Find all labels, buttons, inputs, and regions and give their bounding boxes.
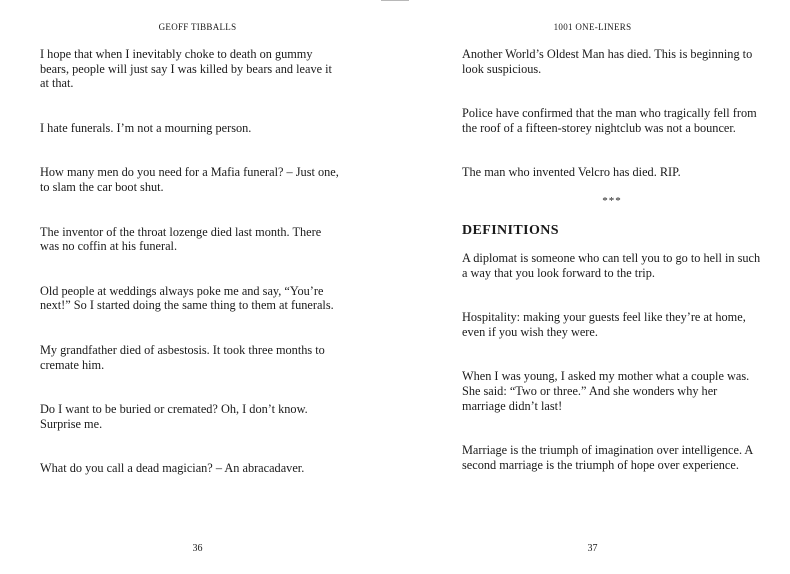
left-running-head: GEOFF TIBBALLS	[158, 22, 237, 32]
joke-item: My grandfather died of asbestosis. It took three months to cremate him.	[40, 342, 325, 372]
joke-item: Marriage is the triumph of imagination over intelligence. A second marriage is the triumph of hope over experience.	[462, 443, 753, 472]
left-jokes-list	[40, 47, 340, 506]
right-running-head: 1001 ONE-LINERS	[553, 22, 632, 32]
joke-item: Police have confirmed that the man who tragically fell from the roof of a fifteen-storey nightclub was not a bouncer.	[462, 106, 757, 135]
joke-item: I hope that when I inevitably choke to death on gummy bears, people will just say I was killed by bears and leave it at that.	[40, 47, 332, 91]
joke-item: When I was young, I asked my mother what a couple was. She said: “Two or three.” And she wonders why her marriage didn’t last!	[462, 369, 750, 413]
left-page-number: 36	[192, 543, 203, 554]
joke-item: The man who invented Velcro has died. RIP.	[462, 165, 681, 180]
joke-item: How many men do you need for a Mafia funeral? – Just one, to slam the car boot shut.	[40, 165, 339, 194]
joke-item: I hate funerals. I’m not a mourning person.	[40, 120, 252, 135]
joke-item: Do I want to be buried or cremated? Oh, I don’t know. Surprise me.	[40, 402, 308, 431]
joke-item: Hospitality: making your guests feel like they’re at home, even if you wish they were.	[462, 310, 746, 339]
right-page	[395, 0, 790, 574]
section-separator: ***	[602, 194, 622, 207]
section-heading: DEFINITIONS	[462, 222, 559, 238]
joke-item: What do you call a dead magician? – An abracadaver.	[40, 461, 305, 476]
joke-item: Another World’s Oldest Man has died. This is beginning to look suspicious.	[462, 47, 753, 76]
joke-item: A diplomat is someone who can tell you to go to hell in such a way that you look forward to the trip.	[462, 250, 761, 280]
right-page-number: 37	[587, 543, 598, 554]
joke-item: Old people at weddings always poke me and say, “You’re next!” So I started doing the same thing to them at funerals.	[40, 283, 334, 313]
right-jokes-list	[462, 47, 762, 502]
joke-item: The inventor of the throat lozenge died last month. There was no coffin at his funeral.	[40, 224, 322, 254]
